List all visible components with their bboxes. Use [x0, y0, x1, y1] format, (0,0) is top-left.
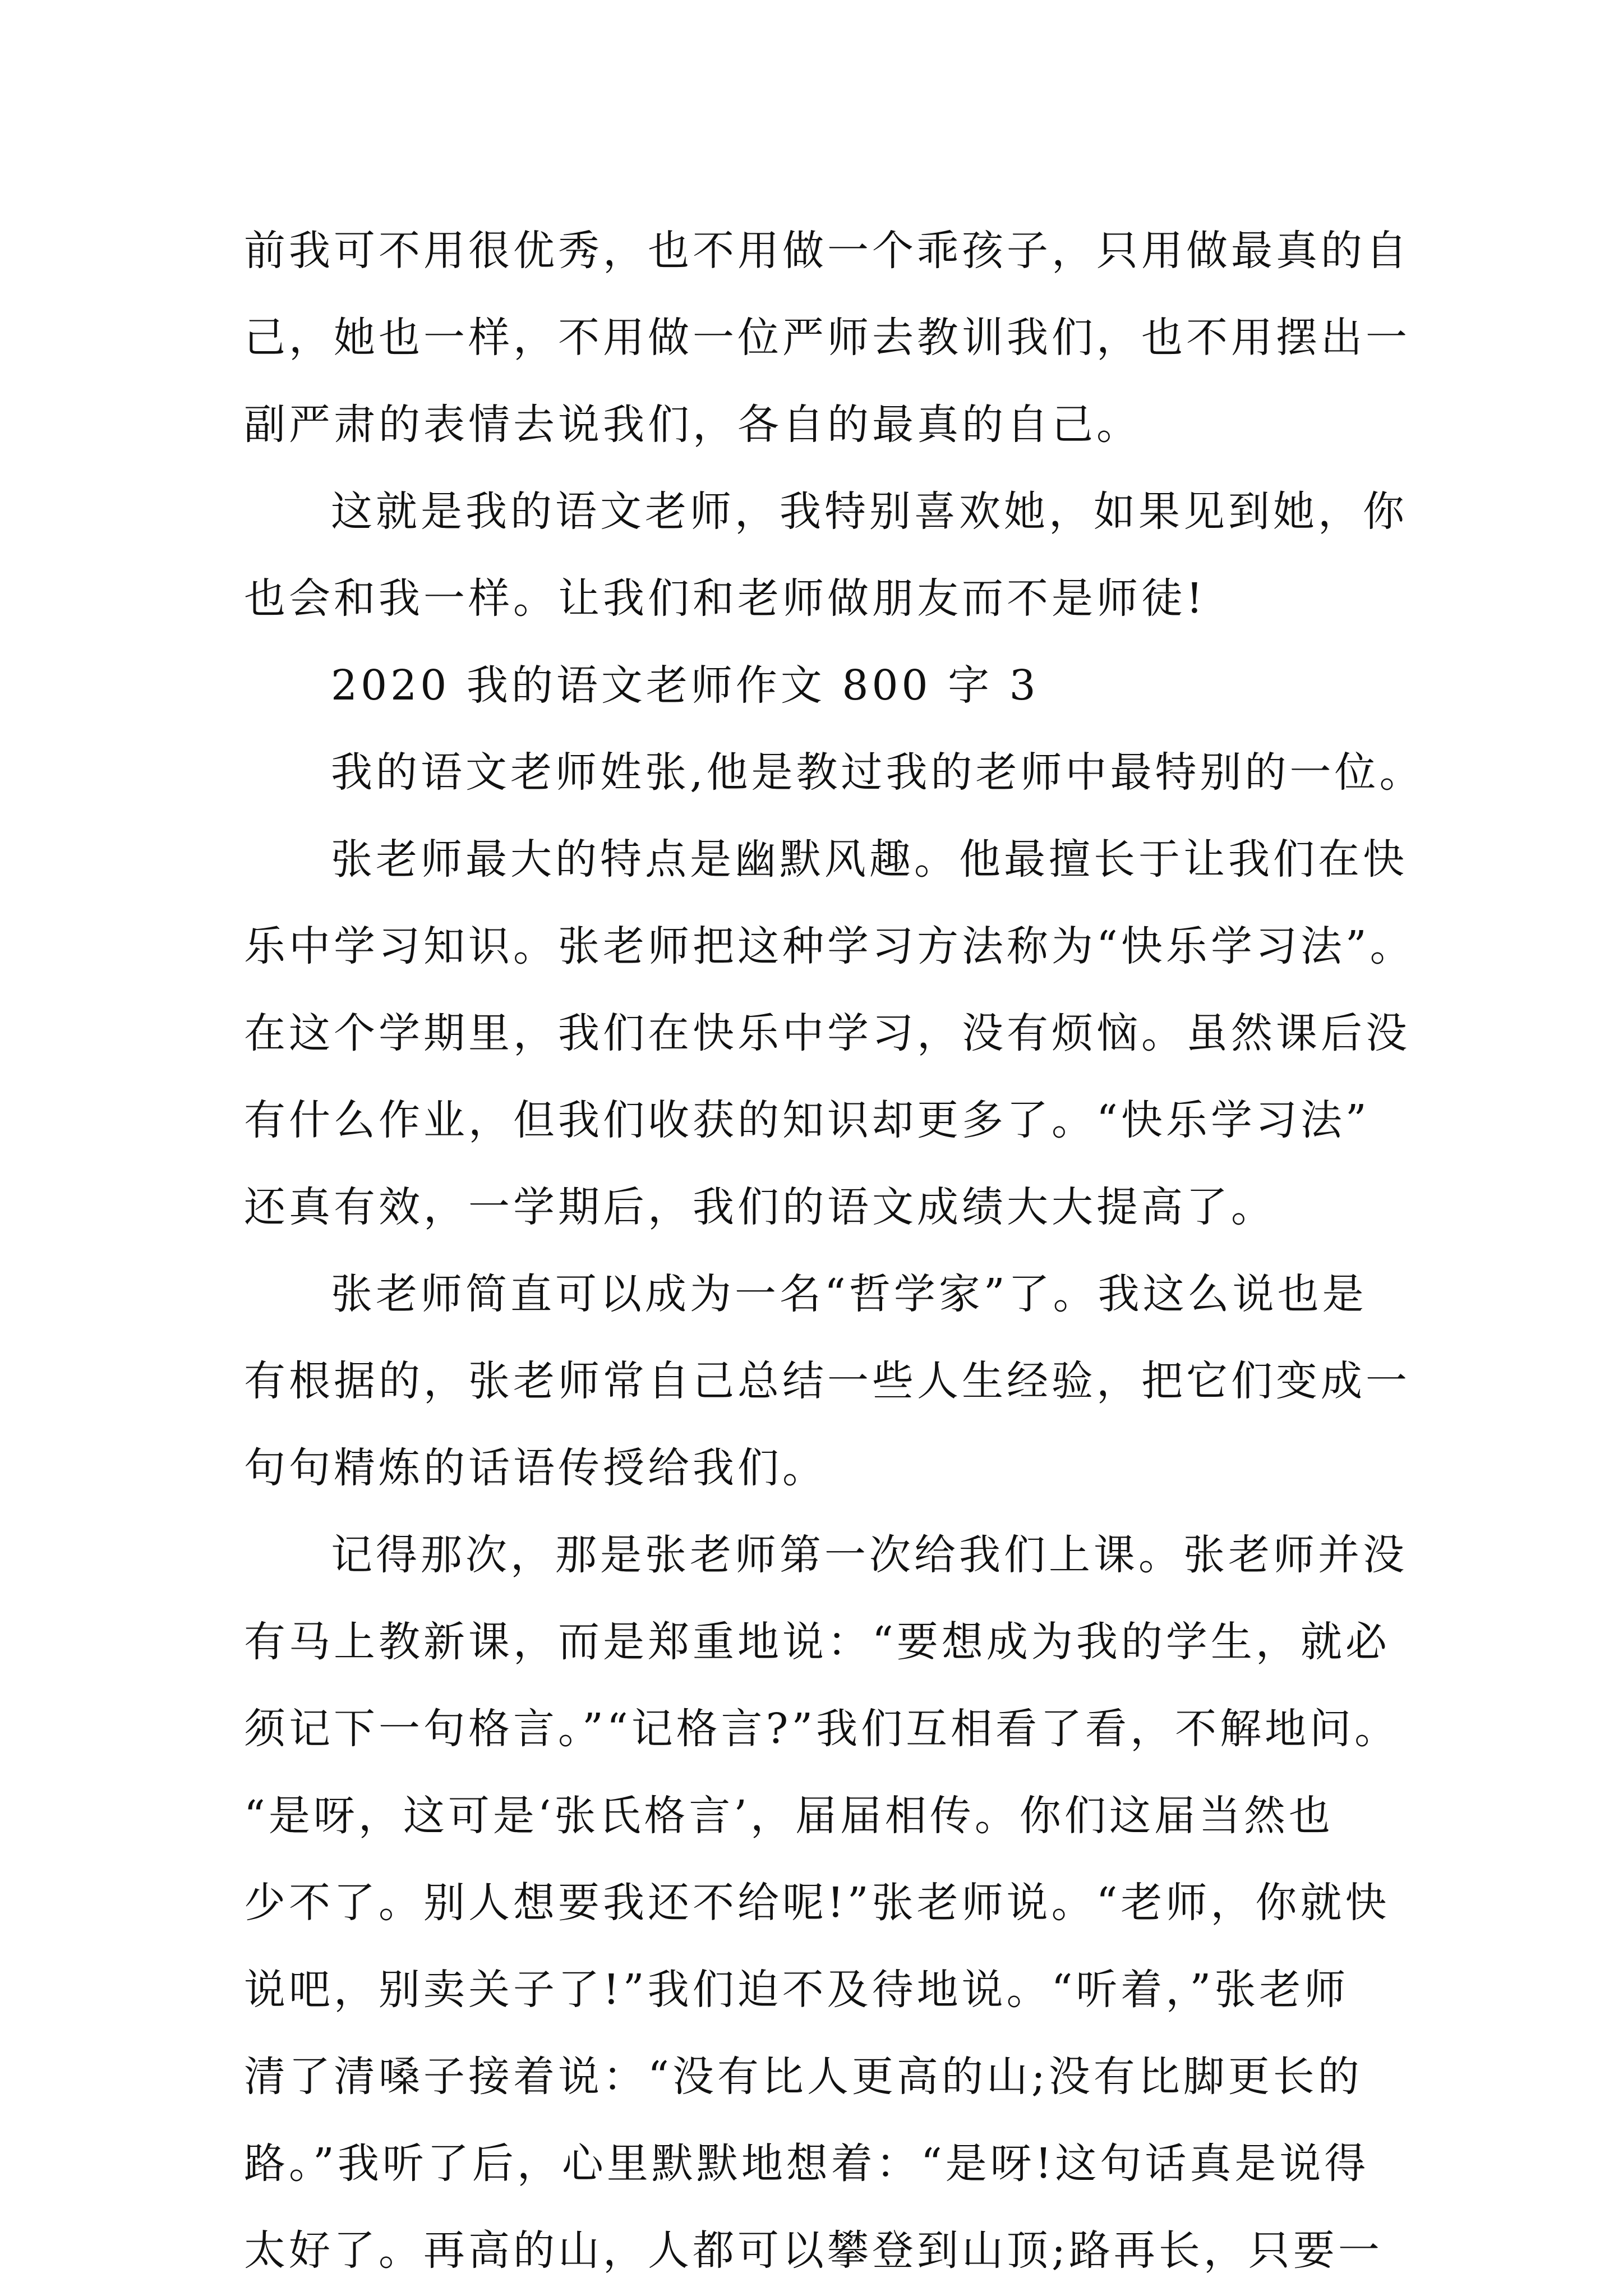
text-line: “是呀，这可是‘张氏格言’，届届相传。你们这届当然也	[244, 1792, 1334, 1840]
text-line: 少不了。别人想要我还不给呢!”张老师说。“老师，你就快	[244, 1879, 1390, 1927]
section-heading: 2020 我的语文老师作文 800 字 3	[331, 661, 1039, 710]
text-line: 还真有效，一学期后，我们的语文成绩大大提高了。	[244, 1183, 1276, 1231]
text-line: 有马上教新课，而是郑重地说：“要想成为我的学生，就必	[244, 1618, 1390, 1666]
body-text	[244, 208, 1424, 2294]
text-line: 路。”我听了后，心里默默地想着：“是呀!这句话真是说得	[244, 2139, 1370, 2188]
text-line: 副严肃的表情去说我们，各自的最真的自己。	[244, 401, 1141, 449]
paragraph-first-line: 这就是我的语文老师，我特别喜欢她，如果见到她，你	[331, 487, 1408, 536]
text-line: 句句精炼的话语传授给我们。	[244, 1444, 827, 1492]
text-line: 在这个学期里，我们在快乐中学习，没有烦恼。虽然课后没	[244, 1009, 1410, 1057]
text-line: 己，她也一样，不用做一位严师去教训我们，也不用摆出一	[244, 314, 1410, 362]
text-line: 前我可不用很优秀，也不用做一个乖孩子，只用做最真的自	[244, 227, 1410, 275]
text-line: 须记下一句格言。”“记格言?”我们互相看了看，不解地问。	[244, 1705, 1400, 1753]
text-line: 太好了。再高的山，人都可以攀登到山顶;路再长，只要一	[244, 2226, 1383, 2275]
text-line: 有根据的，张老师常自己总结一些人生经验，把它们变成一	[244, 1357, 1410, 1405]
text-line: 清了清嗓子接着说：“没有比人更高的山;没有比脚更长的	[244, 2053, 1363, 2101]
paragraph-first-line: 记得那次，那是张老师第一次给我们上课。张老师并没	[331, 1531, 1408, 1579]
text-line: 乐中学习知识。张老师把这种学习方法称为“快乐学习法”。	[244, 922, 1415, 970]
paragraph-first-line: 张老师最大的特点是幽默风趣。他最擅长于让我们在快	[331, 835, 1408, 884]
paragraph-first-line: 我的语文老师姓张,他是教过我的老师中最特别的一位。	[331, 748, 1424, 797]
text-line: 也会和我一样。让我们和老师做朋友而不是师徒!	[244, 574, 1206, 623]
text-line: 说吧，别卖关子了!”我们迫不及待地说。“听着，”张老师	[244, 1966, 1349, 2014]
paragraph-first-line: 张老师简直可以成为一名“哲学家”了。我这么说也是	[331, 1270, 1367, 1318]
text-line: 有什么作业，但我们收获的知识却更多了。“快乐学习法”	[244, 1096, 1370, 1144]
